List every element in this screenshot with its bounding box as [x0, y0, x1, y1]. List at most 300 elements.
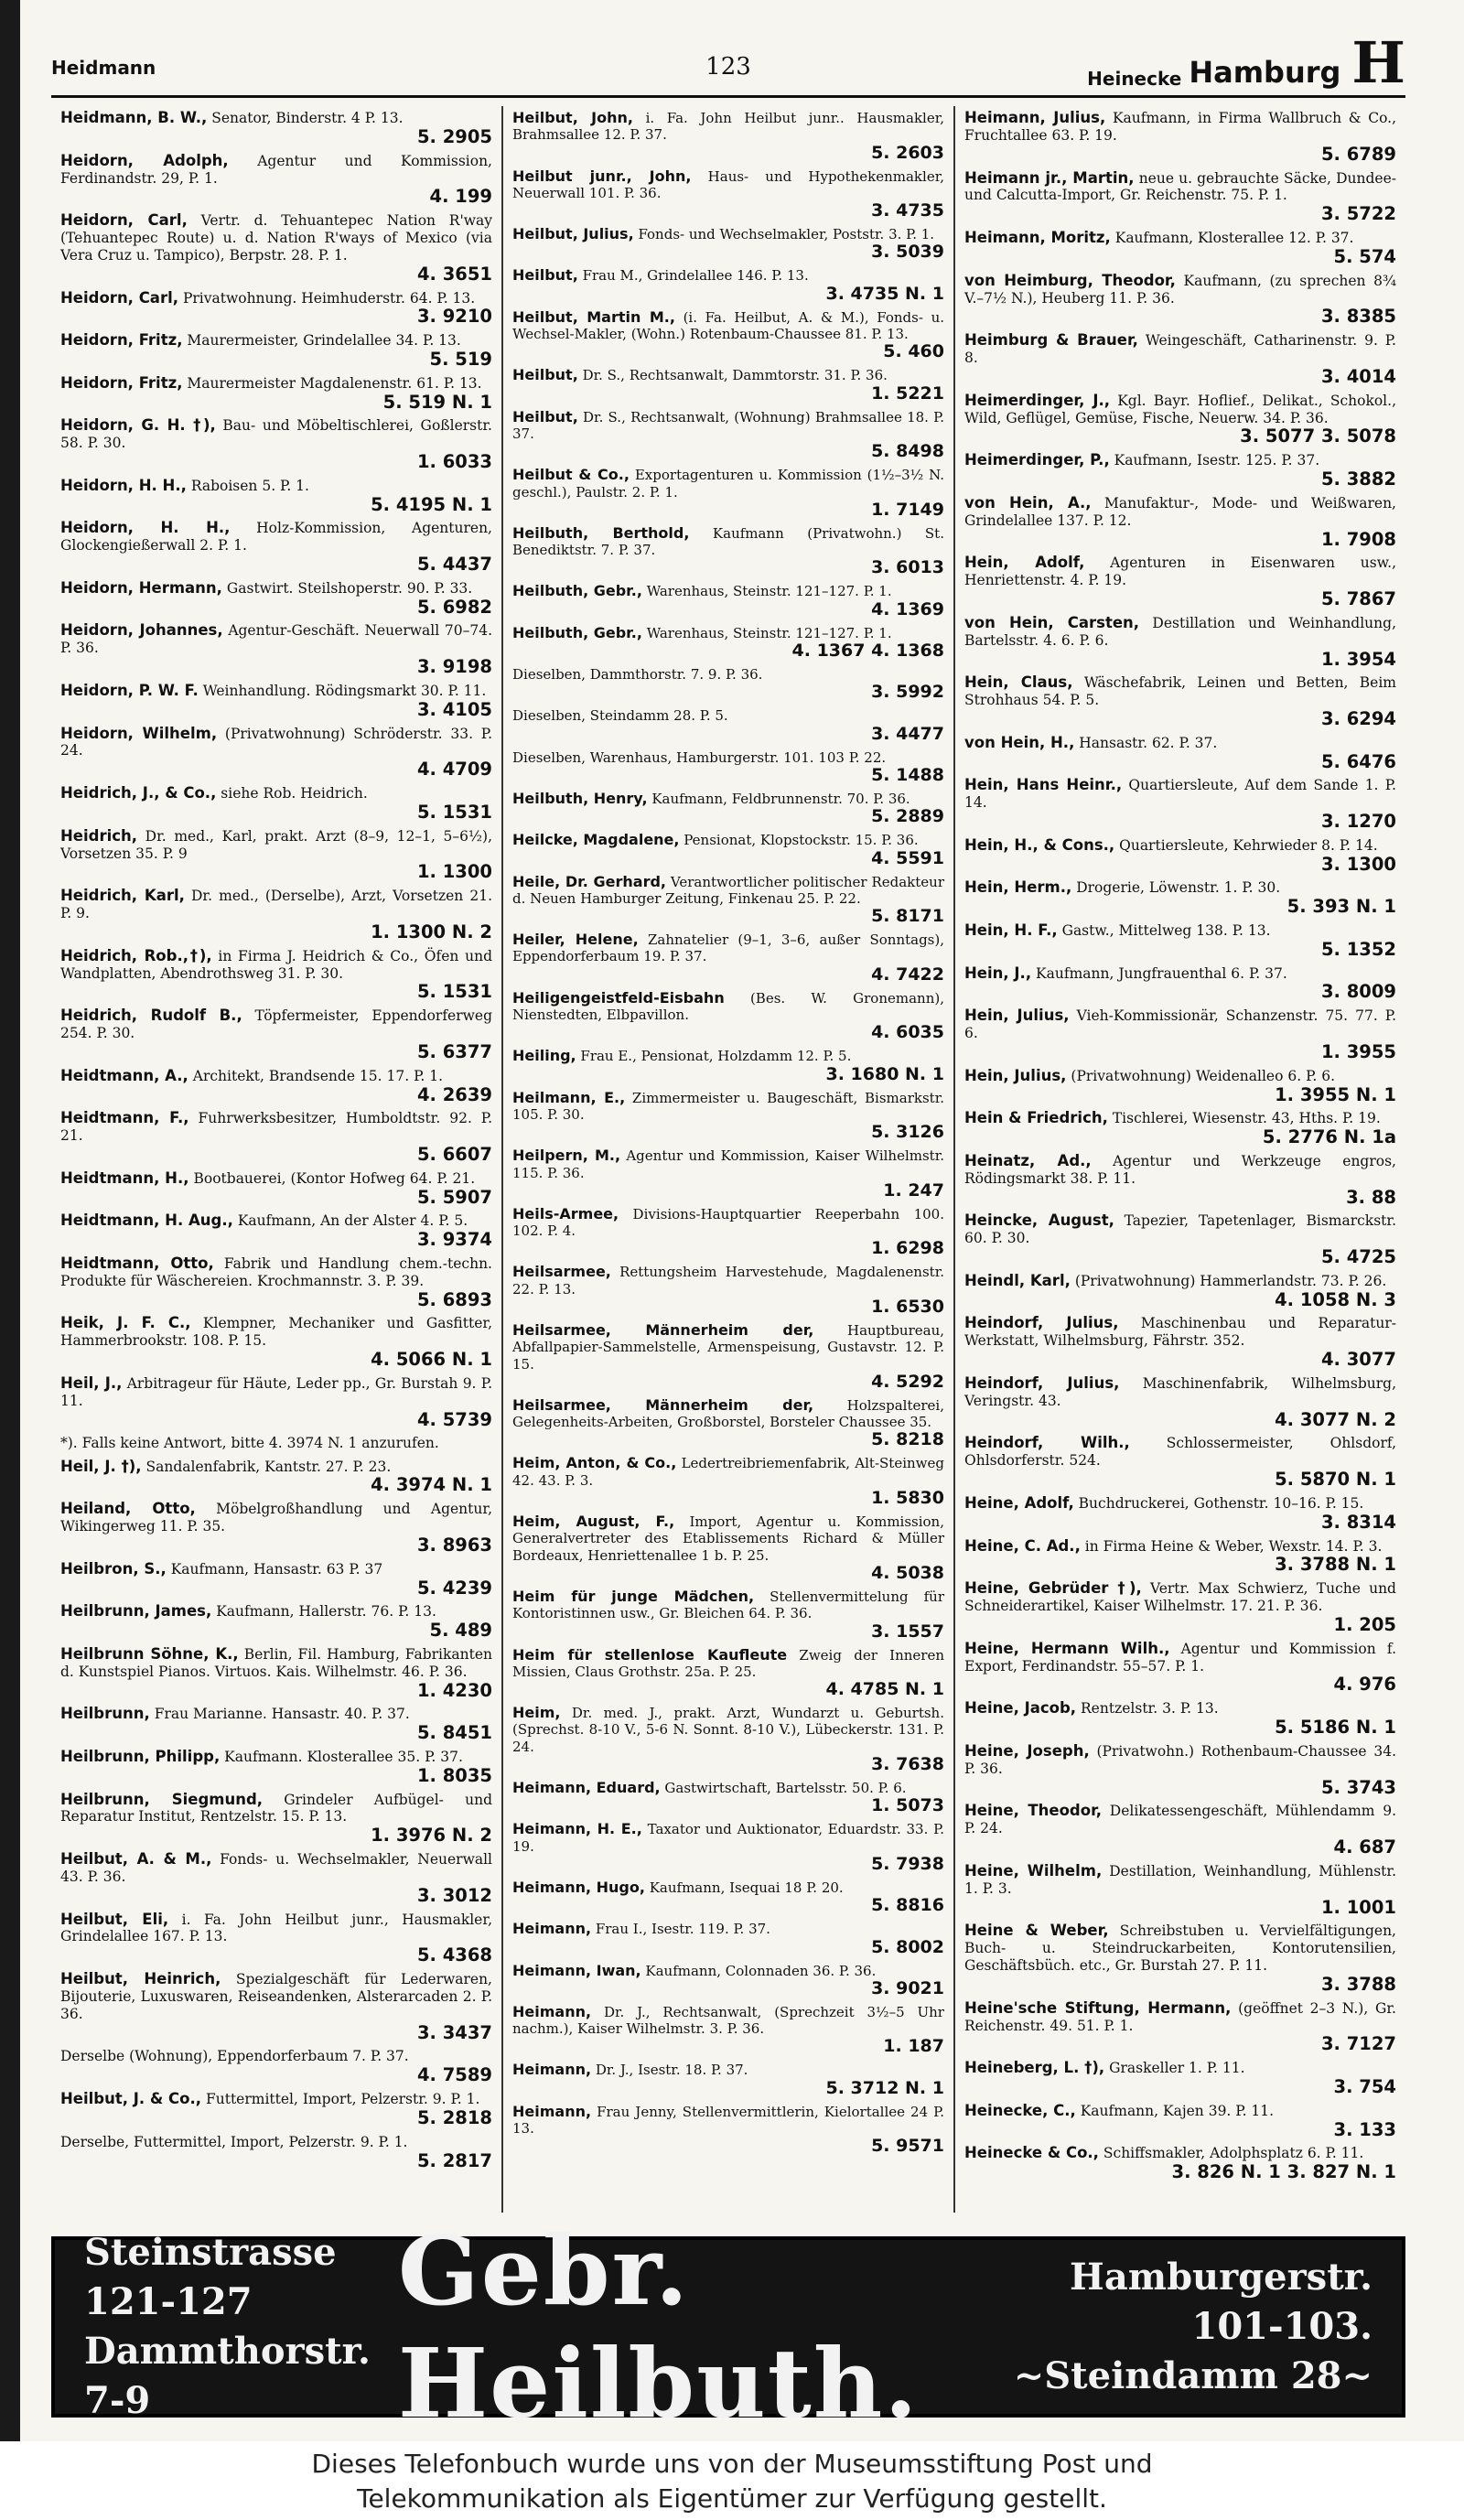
entry-phone-number: 5. 6476 — [1320, 750, 1396, 772]
entry-details: Weingeschäft, Catharinenstr. 9. P. 8. — [964, 332, 1396, 366]
entry-phone-number: 3. 7127 — [1320, 2033, 1396, 2055]
entry-name: Heidtmann, Otto, — [60, 1254, 214, 1272]
entry-details: (Bes. W. Gronemann), Nienstedten, Elbpavillon. — [512, 989, 944, 1024]
entry-details: Manufaktur-, Mode- und Weißwaren, Grindelallee 137. P. 12. — [964, 494, 1396, 529]
entry-phone-number: 5. 2905 — [416, 125, 492, 147]
listing-entry — [60, 1068, 492, 1104]
listing-entry — [964, 110, 1396, 164]
entry-details: Kaufmann, Kajen 39. P. 11. — [1080, 2102, 1275, 2119]
entry-details: Sandalenfabrik, Kantstr. 27. P. 23. — [145, 1458, 392, 1475]
entry-details: Zahnatelier (9–1, 3–6, außer Sonntags), Eppendorferbaum 19. P. 37. — [512, 932, 944, 965]
entry-phone-number: 5. 2603 — [871, 142, 944, 163]
attribution-footer — [0, 2441, 1464, 2520]
entry-name: Heilbuth, Berthold, — [512, 523, 690, 542]
entry-name: Heilbut, Eli, — [60, 1910, 169, 1928]
entry-phone-number: 5. 2776 N. 1a — [1262, 1126, 1396, 1148]
entry-phone-number: 4. 3077 N. 2 — [1275, 1408, 1396, 1430]
entry-details: Dieselben, Warenhaus, Hamburgerstr. 101. 103 P. 22. — [512, 748, 887, 766]
entry-name: Heidorn, Johannes, — [60, 621, 223, 640]
listing-entry — [964, 1641, 1396, 1695]
entry-details: Drogerie, Löwenstr. 1. P. 30. — [1076, 879, 1281, 897]
entry-phone-number: 5. 6789 — [1320, 143, 1396, 165]
listing-entry — [964, 555, 1396, 608]
entry-details: i. Fa. John Heilbut junr.. Hausmakler, Brahmsallee 12. P. 37. — [512, 110, 945, 144]
entry-phone-number: 3. 4014 — [1320, 365, 1396, 387]
listing-entry — [964, 1580, 1396, 1634]
entry-phone-number: 3. 5992 — [871, 682, 944, 703]
entry-details: Spezialgeschäft für Lederwaren, Bijouterie, Luxuswaren, Reiseandenken, Alsterarcaden 2. P. 36. — [60, 1971, 492, 2022]
entry-name: Heimann, — [512, 2002, 592, 2020]
entry-name: Heilbrunn Söhne, K., — [60, 1644, 239, 1663]
entry-details: Buchdruckerei, Gothenstr. 10–16. P. 15. — [1078, 1494, 1364, 1512]
ad-left-addresses — [84, 2228, 398, 2426]
page-header — [51, 29, 1405, 96]
entry-details: Zweig der Inneren Missien, Claus Grothstr. 25a. P. 25. — [512, 1646, 944, 1680]
entry-name: Heidtmann, F., — [60, 1109, 189, 1127]
listing-entry — [60, 2134, 492, 2170]
entry-phone-number: 5. 6377 — [416, 1040, 492, 1062]
entry-phone-number: 4. 6035 — [871, 1022, 944, 1043]
ad-left-line1: Steinstrasse 121-127 — [84, 2231, 337, 2323]
book-spine — [0, 0, 20, 2441]
entry-details: Schlossermeister, Ohlsdorf, Ohlsdorferstr. 524. — [964, 1435, 1396, 1470]
entry-details: Dr. S., Rechtsanwalt, Dammtorstr. 31. P. 36. — [582, 367, 888, 384]
entry-details: Warenhaus, Steinstr. 121–127. P. 1. — [646, 583, 892, 600]
listing-entry — [512, 1513, 944, 1583]
entry-details: Vertr. d. Tehuantepec Nation R'way (Tehuantepec Route) u. d. Nation R'ways of Mexico (via Vera Cruz u. Tampico), Berpstr. 28. P. 1. — [60, 212, 492, 264]
entry-phone-number: 3. 3788 — [1320, 1973, 1396, 1995]
entry-name: Heilbrunn, Siegmund, — [60, 1790, 264, 1808]
entry-name: Heil, J., — [60, 1373, 123, 1392]
entry-name: Heidrich, — [60, 826, 138, 845]
entry-name: Heilbut, — [512, 366, 578, 384]
entry-details: Schiffsmakler, Adolphsplatz 6. P. 11. — [1103, 2145, 1364, 2162]
entry-name: Heilbut, John, — [512, 109, 633, 126]
listing-entry — [60, 1603, 492, 1640]
listing-entry — [60, 1110, 492, 1164]
entry-phone-number: 3. 3012 — [416, 1884, 492, 1906]
entry-details: Graskeller 1. P. 11. — [1109, 2060, 1245, 2077]
entry-details: Klempner, Mechaniker und Gasfitter, Hammerbrookstr. 108. P. 15. — [60, 1315, 493, 1350]
listing-entry — [964, 1922, 1396, 1994]
entry-name: Heinatz, Ad., — [964, 1151, 1092, 1169]
entry-name: Heine, C. Ad., — [964, 1536, 1081, 1555]
entry-details: Rettungsheim Harvestehude, Magdalenenstr. 22. P. 13. — [512, 1264, 944, 1298]
entry-name: Heidrich, Rob.,†), — [60, 946, 212, 964]
entry-phone-number: 3. 9210 — [416, 306, 492, 328]
entry-phone-number: 3. 8963 — [416, 1534, 492, 1556]
entry-details: Exportagenturen u. Kommission (1½–3½ N. geschl.), Paulstr. 2. P. 1. — [512, 467, 945, 501]
entry-phone-number: 1. 6298 — [871, 1238, 944, 1259]
entry-phone-number: 3. 4105 — [416, 698, 492, 720]
page-number: 123 — [705, 53, 751, 81]
entry-details: Wäschefabrik, Leinen und Betten, Beim Strohhaus 54. P. 5. — [964, 674, 1396, 709]
listing-entry — [964, 170, 1396, 224]
entry-name: von Hein, H., — [964, 733, 1075, 751]
entry-phone-number: 1. 5073 — [871, 1795, 944, 1816]
listing-entry — [964, 1068, 1396, 1104]
entry-details: Schreibstuben u. Vervielfältigungen, Buch- u. Steindruckarbeiten, Kontorutensilien, Geschäftsbüch. etc., Gr. Burstah 27. P. 11. — [964, 1922, 1396, 1975]
listing-entry — [60, 1255, 492, 1309]
entry-phone-number: 5. 8171 — [871, 906, 944, 927]
listing-entry — [512, 1921, 944, 1956]
entry-details: Holzspalterei, Gelegenheits-Arbeiten, Großborstel, Borsteler Chaussee 35. — [512, 1396, 944, 1431]
entry-name: Heidorn, G. H. †), — [60, 416, 216, 435]
listing-entry — [512, 525, 944, 578]
entry-name: Heidorn, Carl, — [60, 211, 188, 230]
listing-entry — [964, 965, 1396, 1002]
entry-phone-number: 5. 6607 — [416, 1144, 492, 1166]
entry-details: Destillation und Weinhandlung, Bartelsstr. 4. 6. P. 6. — [964, 614, 1396, 649]
entry-details: Fonds- u. Wechselmakler, Neuerwall 43. P. 36. — [60, 1851, 493, 1885]
listing-entry — [60, 212, 492, 284]
entry-name: Heiligengeistfeld-Eisbahn — [512, 988, 725, 1007]
listing-entry — [964, 1375, 1396, 1429]
listing-entry — [60, 1706, 492, 1742]
entry-phone-number: 5. 3743 — [1320, 1776, 1396, 1798]
listing-entry — [512, 749, 944, 785]
entry-details: Agentur und Kommission, Kaiser Wilhelmstr. 115. P. 36. — [512, 1147, 944, 1181]
entry-phone-number: 4. 3077 — [1320, 1349, 1396, 1371]
entry-phone-number: 3. 4735 — [871, 200, 944, 221]
entry-name: Heine, Hermann Wilh., — [964, 1639, 1170, 1657]
entry-details: Maschinenbau und Reparatur-Werkstatt, Wilhelmsburg, Fährstr. 352. — [964, 1315, 1396, 1350]
entry-phone-number: 5. 8002 — [871, 1936, 944, 1957]
entry-name: Heik, J. F. C., — [60, 1314, 191, 1332]
entry-phone-number: 5. 1488 — [871, 764, 944, 785]
listing-entry — [512, 832, 944, 867]
entry-name: Heils-Armee, — [512, 1204, 619, 1222]
entry-details: Import, Agentur u. Kommission, Generalvertreter des Etablissements Richard & Müller Bordeaux, Henriettenallee 1 b. P. 25. — [512, 1513, 944, 1564]
entry-name: Heimerdinger, J., — [964, 391, 1111, 409]
entry-details: Senator, Binderstr. 4 P. 13. — [211, 110, 404, 126]
entry-details: neue u. gebrauchte Säcke, Dundee- und Calcutta-Import, Gr. Reichenstr. 75. P. 1. — [964, 169, 1396, 204]
entry-name: Heilbron, S., — [60, 1559, 167, 1578]
entry-phone-number: 1. 6530 — [871, 1296, 944, 1317]
entry-details: i. Fa. John Heilbut junr., Hausmakler, Grindelallee 167. P. 13. — [60, 1911, 492, 1945]
entry-details: Holz-Kommission, Agenturen, Glockengießerwall 2. P. 1. — [60, 520, 492, 555]
listing-entry — [512, 110, 944, 163]
entry-name: Heinecke, C., — [964, 2101, 1076, 2119]
entry-phone-number: 1. 3954 — [1320, 648, 1396, 670]
entry-phone-number: 4. 5292 — [871, 1371, 944, 1392]
entry-name: Hein & Friedrich, — [964, 1109, 1108, 1127]
entry-details: Tapezier, Tapetenlager, Bismarckstr. 60. P. 30. — [964, 1212, 1397, 1247]
entry-phone-number: 1. 1300 N. 2 — [371, 921, 492, 942]
entry-phone-number: 5. 4195 N. 1 — [371, 493, 492, 515]
entry-phone-number: 4. 199 — [429, 186, 492, 208]
entry-details: Dr. med., Karl, prakt. Arzt (8–9, 12–1, 5–6½), Vorsetzen 35. P. 9 — [60, 827, 492, 862]
entry-name: Heidtmann, H., — [60, 1168, 189, 1187]
entry-details: Weinhandlung. Rödingsmarkt 30. P. 11. — [202, 682, 487, 699]
listing-entry — [964, 1435, 1396, 1489]
entry-details: Kaufmann, Jungfrauenthal 6. P. 37. — [1036, 964, 1287, 982]
entry-phone-number: 1. 3955 N. 1 — [1275, 1083, 1396, 1105]
listing-entry — [60, 1501, 492, 1555]
listing-entry — [512, 467, 944, 520]
entry-phone-number: 5. 2889 — [871, 806, 944, 827]
listing-entry — [512, 990, 944, 1043]
listing-entry — [964, 1700, 1396, 1737]
entry-phone-number: 5. 8498 — [871, 441, 944, 462]
entry-phone-number: 5. 3712 N. 1 — [825, 2077, 944, 2098]
listing-entry — [512, 2104, 944, 2157]
entry-details: Divisions-Hauptquartier Reeperbahn 100. 102. P. 4. — [512, 1205, 944, 1240]
entry-details: Quartiersleute, Auf dem Sande 1. P. 14. — [964, 777, 1396, 812]
listing-entry — [964, 1153, 1396, 1207]
entry-details: Delikatessengeschäft, Mühlendamm 9. P. 24. — [964, 1803, 1396, 1837]
entry-phone-number: 3. 826 N. 1 3. 827 N. 1 — [1171, 2161, 1396, 2183]
entry-details: Frau M., Grindelallee 146. P. 13. — [582, 267, 809, 285]
entry-details: Pensionat, Klopstockstr. 15. P. 36. — [684, 832, 919, 849]
entry-phone-number: 3. 8009 — [1320, 981, 1396, 1003]
entry-phone-number: 5. 4725 — [1320, 1246, 1396, 1268]
entry-details: Kaufmann, Hansastr. 63 P. 37 — [170, 1560, 383, 1578]
entry-name: Heilsarmee, Männerheim der, — [512, 1395, 814, 1414]
entry-name: Heimerdinger, P., — [964, 451, 1110, 469]
entry-phone-number: 1. 205 — [1333, 1613, 1396, 1635]
entry-phone-number: 5. 3126 — [871, 1122, 944, 1143]
header-right — [1087, 29, 1405, 96]
entry-details: Haus- und Hypothekenmakler, Neuerwall 101. P. 36. — [512, 167, 944, 201]
entry-details: Vieh-Kommissionär, Schanzenstr. 75. 77. P. 6. — [964, 1007, 1396, 1042]
entry-details: Dr. S., Rechtsanwalt, (Wohnung) Brahmsallee 18. P. 37. — [512, 408, 944, 442]
listing-entry — [512, 625, 944, 661]
entry-name: Hein, Julius, — [964, 1007, 1070, 1025]
entry-phone-number: 5. 2817 — [416, 2149, 492, 2171]
entry-phone-number: 5. 8451 — [416, 1722, 492, 1744]
entry-name: Heidorn, Carl, — [60, 288, 179, 307]
listing-entry — [60, 1435, 492, 1452]
entry-name: Heimburg & Brauer, — [964, 331, 1138, 350]
listing-entry — [512, 409, 944, 462]
entry-name: Heimann, Iwan, — [512, 1961, 641, 1979]
entry-details: Derselbe, Futtermittel, Import, Pelzerstr. 9. P. 1. — [60, 2133, 408, 2150]
entry-name: Heidorn, Adolph, — [60, 151, 229, 169]
entry-details: Vertr. Max Schwierz, Tuche und Schneiderartikel, Kaiser Wilhelmstr. 17. 21. P. 36. — [964, 1580, 1396, 1615]
listing-entry — [60, 1792, 492, 1846]
listing-entry — [60, 1561, 492, 1598]
entry-details: Agentur und Kommission f. Export, Ferdinandstr. 55–57. P. 1. — [964, 1640, 1396, 1675]
entry-name: Hein, Hans Heinr., — [964, 776, 1123, 794]
listing-entry — [60, 1170, 492, 1207]
ad-company-name: Gebr. Heilbuth. — [397, 2214, 920, 2439]
entry-name: Heidorn, Fritz, — [60, 373, 183, 392]
listing-entry — [60, 153, 492, 207]
entry-name: Heine, Joseph, — [964, 1741, 1090, 1760]
listing-entry — [964, 1743, 1396, 1797]
listing-entry — [60, 417, 492, 471]
entry-details: Agenturen in Eisenwaren usw., Henriettenstr. 4. P. 19. — [964, 555, 1396, 589]
header-letter: H — [1351, 29, 1405, 96]
entry-name: Heidorn, Fritz, — [60, 331, 183, 350]
listing-entry — [512, 168, 944, 221]
entry-name: Heine, Jacob, — [964, 1699, 1077, 1718]
entry-phone-number: 1. 247 — [883, 1179, 944, 1201]
entry-phone-number: 3. 88 — [1346, 1186, 1396, 1208]
entry-name: Heidorn, H. H., — [60, 476, 187, 494]
entry-details: Ledertreibriemenfabrik, Alt-Steinweg 42. 43. P. 3. — [512, 1455, 944, 1489]
listing-entry — [60, 1315, 492, 1369]
entry-details: Möbelgroßhandlung und Agentur, Wikingerweg 11. P. 35. — [60, 1501, 492, 1535]
entry-phone-number: 3. 9374 — [416, 1229, 492, 1251]
listing-entry — [60, 2048, 492, 2084]
entry-details: Zimmermeister u. Baugeschäft, Bismarkstr. 105. P. 30. — [512, 1089, 944, 1123]
entry-phone-number: 1. 6033 — [416, 451, 492, 473]
entry-details: Töpfermeister, Eppendorferweg 254. P. 30. — [60, 1007, 492, 1042]
entry-name: Heine'sche Stiftung, Hermann, — [964, 1998, 1232, 2017]
entry-name: Heilbrunn, James, — [60, 1602, 212, 1621]
listing-entry — [512, 1647, 944, 1700]
entry-details: Frau E., Pensionat, Holzdamm 12. P. 5. — [580, 1048, 852, 1065]
entry-details: Berlin, Fil. Hamburg, Fabrikanten d. Kunstspiel Pianos. Virtuos. Kais. Wilhelmstr. 46. P. 36. — [60, 1645, 493, 1680]
listing-entry — [964, 273, 1396, 327]
entry-details: Fonds- und Wechselmakler, Poststr. 3. P. 1. — [638, 226, 935, 243]
entry-name: Heidorn, Hermann, — [60, 578, 222, 597]
entry-phone-number: 5. 8816 — [871, 1895, 944, 1916]
listing-entry — [60, 290, 492, 327]
listing-entry — [512, 1048, 944, 1083]
entry-phone-number: 4. 4709 — [416, 759, 492, 781]
entry-phone-number: 1. 1300 — [416, 861, 492, 883]
entry-phone-number: 4. 4785 N. 1 — [825, 1679, 944, 1700]
entry-details: siehe Rob. Heidrich. — [221, 785, 368, 802]
entry-phone-number: 4. 3651 — [416, 263, 492, 285]
entry-phone-number: 5. 519 — [429, 349, 492, 370]
entry-details: Dr. med. J., prakt. Arzt, Wundarzt u. Geburtsh. (Sprechst. 8-10 V., 5-6 N. Sonnt. 8-10 V.), Lübeckerstr. 131. P. 24. — [512, 1705, 944, 1755]
listing-entry — [964, 1538, 1396, 1575]
entry-name: Heilsarmee, Männerheim der, — [512, 1320, 814, 1339]
entry-details: Bootbauerei, (Kontor Hofweg 64. P. 21. — [193, 1169, 476, 1187]
entry-phone-number: 5. 393 N. 1 — [1286, 896, 1396, 918]
entry-name: Heilbuth, Gebr., — [512, 623, 642, 641]
entry-details: Kaufmann, Klosterallee 12. P. 37. — [1114, 230, 1354, 246]
listing-entry — [60, 478, 492, 514]
entry-phone-number: 4. 7589 — [416, 2064, 492, 2086]
listing-entry — [60, 726, 492, 780]
entry-phone-number: 1. 3955 — [1320, 1040, 1396, 1062]
entry-name: Heimann, Moritz, — [964, 229, 1111, 246]
entry-details: Frau Jenny, Stellenvermittlerin, Kielortallee 24 P. 13. — [512, 2103, 944, 2137]
column-2 — [501, 106, 953, 2213]
entry-details: Maurermeister, Grindelallee 34. P. 13. — [187, 332, 461, 350]
entry-name: Heimann jr., Martin, — [964, 168, 1135, 187]
entry-name: Heim für junge Mädchen, — [512, 1587, 755, 1605]
entry-name: Heilmann, E., — [512, 1088, 626, 1106]
entry-name: Heile, Dr. Gerhard, — [512, 872, 666, 890]
listing-entry — [512, 1147, 944, 1201]
entry-details: in Firma J. Heidrich & Co., Öfen und Wandplatten, Abendrothsweg 31. P. 30. — [60, 947, 492, 982]
entry-phone-number: 4. 5591 — [871, 847, 944, 868]
entry-name: von Hein, Carsten, — [964, 613, 1140, 631]
header-last-entry: Heinecke — [1087, 68, 1182, 90]
entry-name: Heilbrunn, — [60, 1705, 150, 1723]
entry-phone-number: 3. 133 — [1333, 2118, 1396, 2140]
listing-entry — [60, 1212, 492, 1249]
entry-details: Maurermeister Magdalenenstr. 61. P. 13. — [187, 374, 482, 392]
entry-details: Kaufmann, Isequai 18 P. 20. — [649, 1879, 844, 1896]
entry-name: Heindorf, Julius, — [964, 1314, 1119, 1332]
listing-entry — [60, 375, 492, 412]
entry-name: Heidrich, Karl, — [60, 887, 185, 905]
entry-name: Heine, Wilhelm, — [964, 1861, 1103, 1879]
listing-entry — [60, 1459, 492, 1495]
entry-name: Heilbuth, Henry, — [512, 789, 648, 807]
entry-phone-number: 4. 1367 4. 1368 — [791, 641, 944, 662]
entry-details: Rentzelstr. 3. P. 13. — [1081, 1700, 1219, 1718]
listing-entry — [60, 580, 492, 617]
entry-details: Kaufmann, Isestr. 125. P. 37. — [1114, 452, 1320, 469]
entry-details: Raboisen 5. P. 1. — [190, 477, 309, 494]
listing-entry — [964, 2000, 1396, 2054]
listing-entry — [512, 1588, 944, 1642]
listing-entry — [60, 785, 492, 822]
entry-name: Heilbut, — [512, 407, 578, 425]
entry-details: Grindeler Aufbügel- und Reparatur Institut, Rentzelstr. 15. P. 13. — [60, 1791, 492, 1825]
entry-phone-number: 5. 7867 — [1320, 588, 1396, 609]
entry-name: Heimann, Julius, — [964, 109, 1106, 126]
entry-details: Privatwohnung. Heimhuderstr. 64. P. 13. — [182, 289, 476, 307]
listing-entry — [60, 332, 492, 369]
entry-name: Heim für stellenlose Kaufleute — [512, 1645, 788, 1664]
header-city: Hamburg — [1189, 55, 1341, 90]
entry-name: Heilbut, Martin M., — [512, 307, 675, 326]
entry-name: Heimann, — [512, 1920, 592, 1938]
entry-name: Heim, — [512, 1704, 561, 1722]
entry-details: Derselbe (Wohnung), Eppendorferbaum 7. P. 37. — [60, 2048, 409, 2065]
entry-name: Hein, Claus, — [964, 673, 1073, 692]
entry-name: von Hein, A., — [964, 493, 1092, 512]
listing-entry — [964, 332, 1396, 386]
entry-phone-number: 3. 6013 — [871, 557, 944, 578]
entry-name: Heilbut junr., John, — [512, 167, 692, 185]
listing-entry — [964, 1110, 1396, 1147]
entry-details: Dr. J., Rechtsanwalt, (Sprechzeit 3½–5 Uhr nachm.), Kaiser Wilhelmstr. 3. P. 36. — [512, 2003, 944, 2038]
listing-entry — [512, 1963, 944, 1998]
entry-phone-number: 3. 9021 — [871, 1977, 944, 1998]
advertisement-banner — [51, 2214, 1405, 2439]
entry-phone-number: 3. 8385 — [1320, 306, 1396, 328]
entry-name: Heidrich, J., & Co., — [60, 784, 217, 802]
entry-phone-number: 1. 3976 N. 2 — [371, 1825, 492, 1847]
entry-phone-number: 3. 3437 — [416, 2021, 492, 2043]
entry-details: Frau I., Isestr. 119. P. 37. — [595, 1921, 770, 1938]
entry-phone-number: 5. 9571 — [871, 2136, 944, 2157]
entry-details: Dr. J., Isestr. 18. P. 37. — [595, 2062, 748, 2079]
entry-name: Heidorn, H. H., — [60, 519, 231, 537]
entry-details: Kgl. Bayr. Hoflief., Delikat., Schokol., Wild, Geflügel, Gemüse, Fische, Neuerw. 34. P. 36. — [964, 392, 1396, 426]
listing-entry — [964, 1315, 1396, 1369]
listing-entry — [964, 615, 1396, 669]
entry-phone-number: 4. 7422 — [871, 964, 944, 985]
entry-phone-number: 5. 1531 — [416, 981, 492, 1003]
entry-name: Heilbut, J. & Co., — [60, 2090, 202, 2107]
entry-phone-number: 4. 3974 N. 1 — [371, 1474, 492, 1496]
entry-details: Kaufmann, (zu sprechen 8¾ V.–7½ N.), Heuberg 11. P. 36. — [964, 272, 1396, 307]
entry-phone-number: 3. 9198 — [416, 656, 492, 678]
entry-phone-number: 3. 8314 — [1320, 1511, 1396, 1533]
entry-details: (i. Fa. Heilbut, A. & M.), Fonds- u. Wechsel-Makler, (Wohn.) Rotenbaum-Chaussee 81. P. 13. — [512, 308, 945, 343]
entry-details: Bau- und Möbeltischlerei, Goßlerstr. 58. P. 30. — [60, 417, 492, 452]
listing-entry — [512, 2004, 944, 2057]
entry-phone-number: 5. 574 — [1333, 245, 1396, 267]
entry-details: Kaufmann, Colonnaden 36. P. 36. — [645, 1962, 877, 1979]
entry-details: Dieselben, Dammthorstr. 7. 9. P. 36. — [512, 666, 763, 684]
entry-name: Hein, Julius, — [964, 1066, 1067, 1084]
listing-entry — [964, 879, 1396, 916]
entry-details: Frau Marianne. Hansastr. 40. P. 37. — [154, 1706, 410, 1723]
entry-phone-number: 5. 6893 — [416, 1288, 492, 1310]
